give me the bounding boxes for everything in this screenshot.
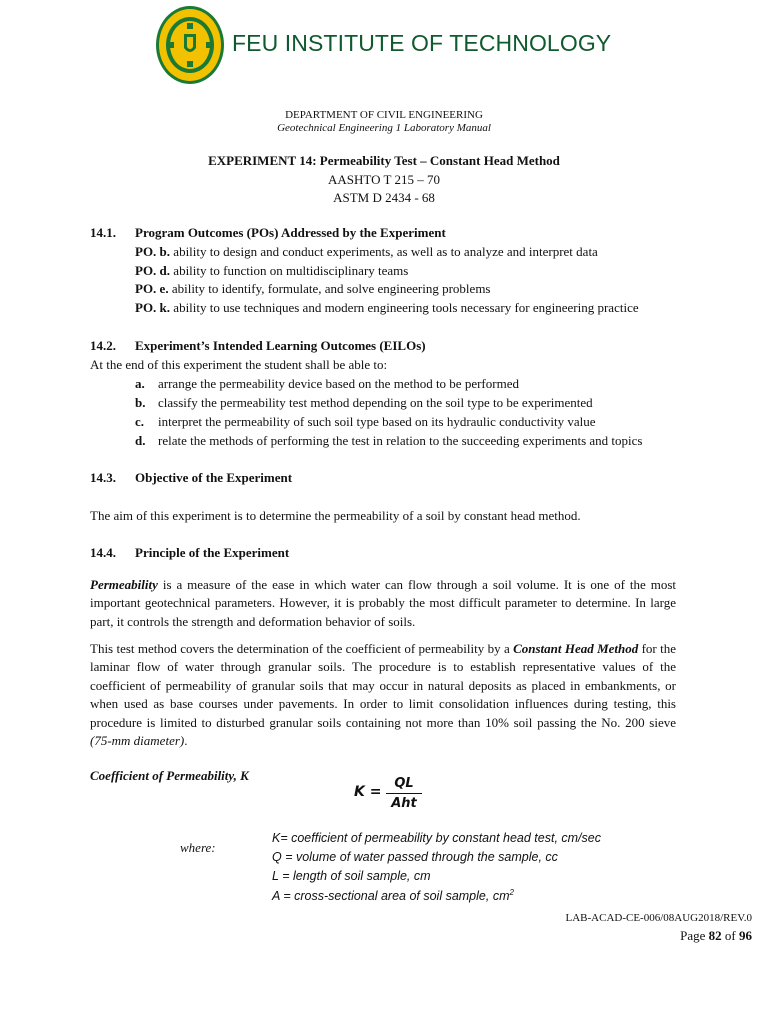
list-letter: c.	[135, 414, 145, 429]
paragraph-end: .	[184, 733, 188, 749]
section-title: Objective of the Experiment	[135, 470, 293, 485]
po-text: ability to design and conduct experiments, as well as to analyze and interpret data	[170, 244, 598, 259]
current-page: 82	[708, 928, 722, 943]
formula-denominator: Aht	[391, 796, 417, 811]
paragraph-text: This test method covers the determination of the coefficient of permeability by a	[90, 641, 514, 656]
objective-text: The aim of this experiment is to determine the permeability of a soil by constant head method.	[90, 508, 581, 523]
eilo-intro: At the end of this experiment the student shall be able to:	[90, 357, 388, 372]
paragraph-text: is a measure of the ease in which water can flow through a soil volume. It is one of the most important geotechnical parameters. However, it is probably the most difficult parameter to determine. In large part, it controls the strength and deformation behavior of soils.	[90, 577, 676, 629]
page-number	[680, 928, 752, 944]
sieve-note: (75-mm diameter)	[90, 733, 185, 749]
po-code: PO. k.	[135, 300, 171, 315]
institute-name: FEU INSTITUTE OF TECHNOLOGY	[232, 30, 612, 56]
paragraph-permeability	[90, 576, 676, 631]
term-constant-head: Constant Head Method	[513, 641, 639, 656]
po-text: ability to function on multidisciplinary teams	[170, 263, 409, 278]
list-item: arrange the permeability device based on the method to be performed	[158, 376, 519, 391]
section-title: Experiment’s Intended Learning Outcomes (EILOs)	[135, 338, 426, 353]
fraction-bar	[386, 793, 422, 794]
experiment-title: EXPERIMENT 14: Permeability Test – Constant Head Method	[208, 153, 560, 168]
section-title: Program Outcomes (POs) Addressed by the Experiment	[135, 225, 446, 240]
po-text: ability to identify, formulate, and solve engineering problems	[168, 281, 491, 296]
definition-a	[272, 888, 514, 903]
document-code: LAB-ACAD-CE-006/08AUG2018/REV.0	[565, 912, 752, 924]
section-number: 14.4.	[90, 545, 116, 560]
permeability-formula	[354, 776, 434, 816]
list-item: interpret the permeability of such soil type based on its hydraulic conductivity value	[158, 414, 596, 429]
po-item	[135, 281, 491, 297]
definition-text: A = cross-sectional area of soil sample, cm	[272, 889, 510, 904]
list-item: classify the permeability test method depending on the soil type to be experimented	[158, 395, 593, 410]
po-code: PO. b.	[135, 244, 171, 259]
paragraph-method	[90, 640, 676, 750]
coefficient-label: Coefficient of Permeability, K	[90, 768, 249, 783]
department-name: DEPARTMENT OF CIVIL ENGINEERING	[285, 109, 483, 121]
po-code: PO. d.	[135, 263, 171, 278]
section-number: 14.2.	[90, 338, 116, 353]
formula-lhs: K =	[354, 784, 382, 800]
seal-icon	[154, 4, 226, 86]
formula-numerator: QL	[394, 776, 414, 791]
manual-title: Geotechnical Engineering 1 Laboratory Manual	[277, 122, 491, 134]
formula-fraction	[386, 776, 422, 811]
list-item: relate the methods of performing the test in relation to the succeeding experiments and topics	[158, 433, 643, 448]
list-letter: b.	[135, 395, 146, 410]
definition-l: L = length of soil sample, cm	[272, 869, 431, 883]
list-letter: d.	[135, 433, 146, 448]
term-permeability: Permeability	[90, 577, 158, 592]
section-number: 14.1.	[90, 225, 116, 240]
list-letter: a.	[135, 376, 145, 391]
feu-tech-seal	[154, 4, 226, 86]
where-label: where:	[180, 840, 216, 855]
page-label: Page	[680, 928, 709, 943]
paragraph-text: for the laminar flow of water through granular soils. The procedure is to establish representative values of the coefficient of permeability of granular soils that may occur in natural deposits as placed in embankments, or when used as base courses under pavements. In order to limit consolidation influences during testing, this procedure is limited to disturbed granular soils containing not more than 10% soil passing the No. 200 sieve	[90, 641, 676, 730]
section-title: Principle of the Experiment	[135, 545, 290, 560]
po-item	[135, 244, 598, 260]
section-number: 14.3.	[90, 470, 116, 485]
po-code: PO. e.	[135, 281, 169, 296]
definition-q: Q = volume of water passed through the sample, cc	[272, 850, 558, 864]
standard-aashto: AASHTO T 215 – 70	[328, 172, 440, 187]
po-text: ability to use techniques and modern engineering tools necessary for engineering practice	[170, 300, 639, 315]
page-of: of	[721, 928, 739, 943]
total-pages: 96	[739, 928, 752, 943]
po-item	[135, 263, 408, 279]
standard-astm: ASTM D 2434 - 68	[333, 190, 435, 205]
superscript: 2	[509, 888, 514, 897]
definition-k: K= coefficient of permeability by constant head test, cm/sec	[272, 831, 601, 845]
po-item	[135, 300, 639, 316]
